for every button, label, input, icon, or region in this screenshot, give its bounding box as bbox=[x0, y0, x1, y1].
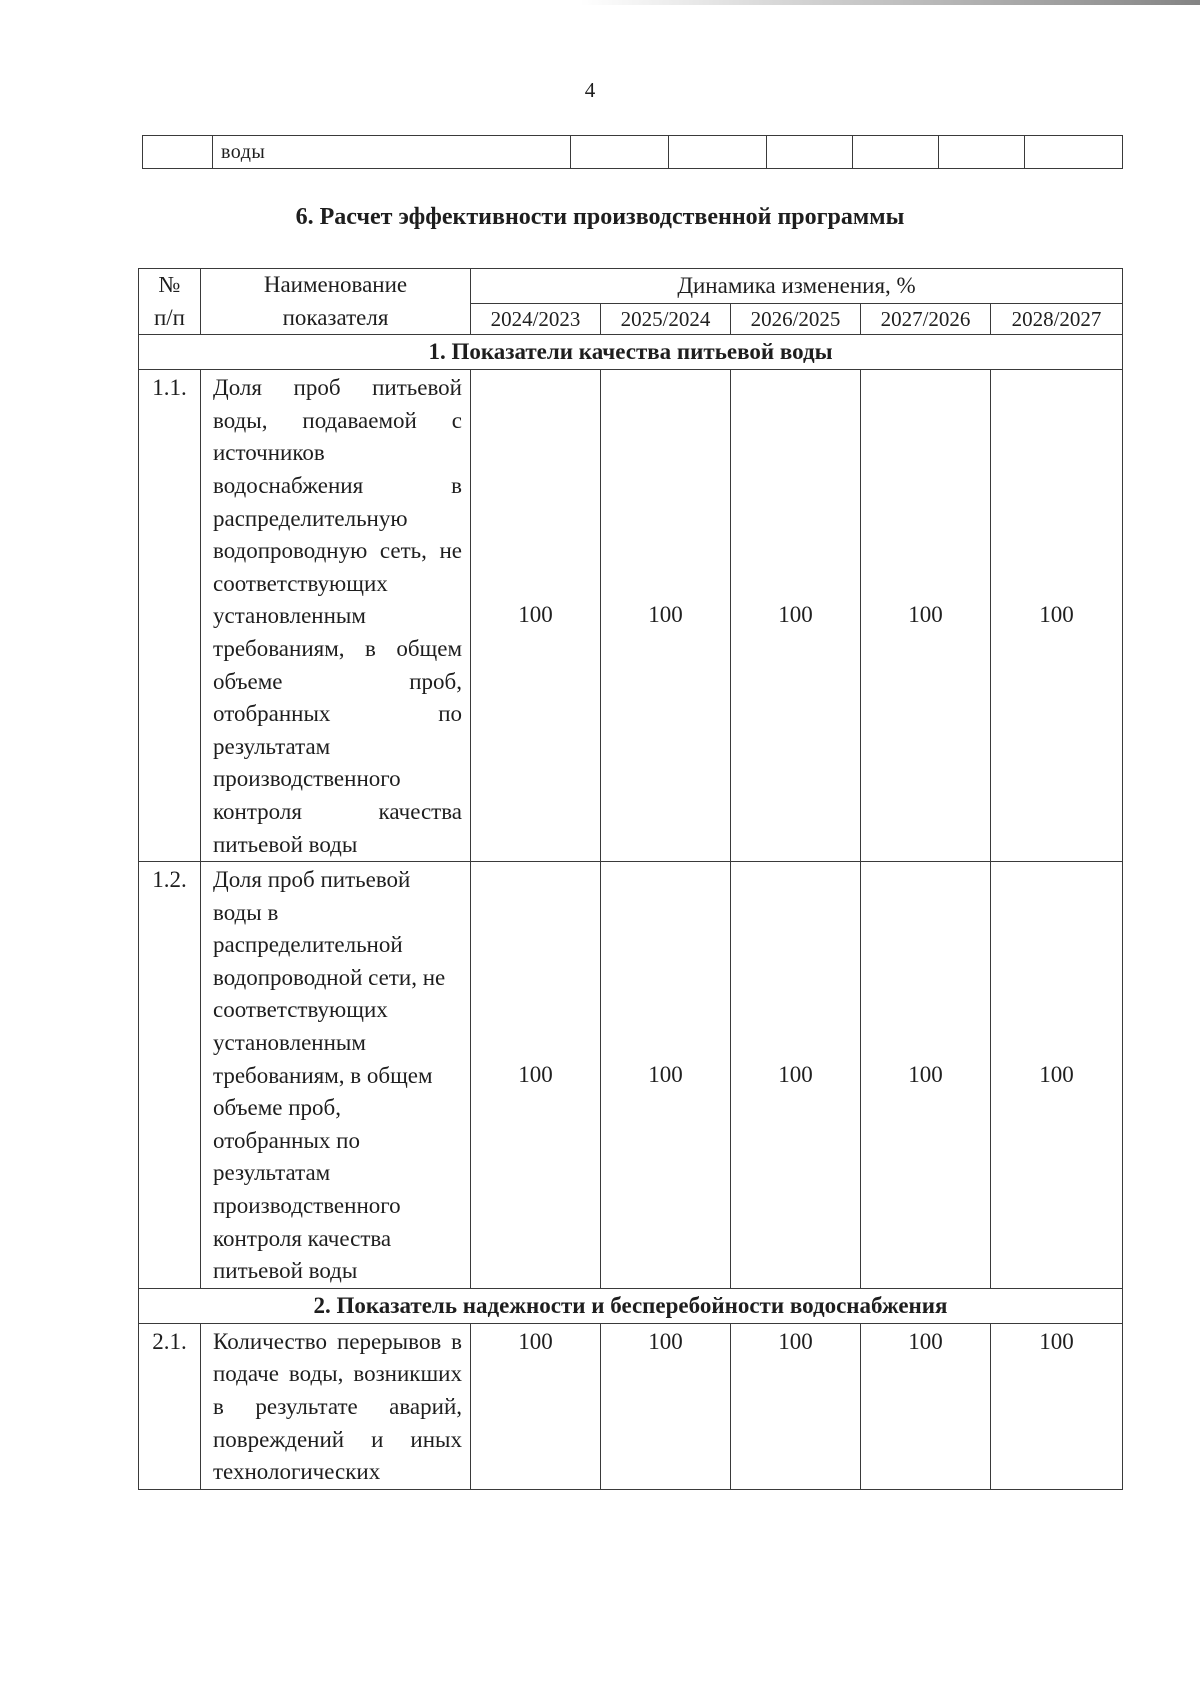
row-value: 100 bbox=[991, 862, 1123, 1289]
row-value: 100 bbox=[471, 370, 601, 862]
header-year: 2025/2024 bbox=[601, 304, 731, 335]
row-value: 100 bbox=[861, 1323, 991, 1489]
header-year: 2028/2027 bbox=[991, 304, 1123, 335]
header-name-top: Наименование bbox=[263, 272, 408, 297]
header-num-top: № bbox=[158, 272, 181, 297]
row-name: Доля проб питьевой воды, подаваемой с источников водоснабжения в распределительную водопроводную сеть, не соответствующих установленным требованиям, в общем объеме проб, отобранных по результатам производственного контроля качества питьевой воды bbox=[201, 370, 471, 862]
header-year: 2026/2025 bbox=[731, 304, 861, 335]
table-row bbox=[139, 370, 1123, 862]
previous-table-cell bbox=[767, 136, 853, 169]
row-value: 100 bbox=[601, 1323, 731, 1489]
previous-table-cell bbox=[143, 136, 213, 169]
previous-table-cell bbox=[1025, 136, 1123, 169]
row-value: 100 bbox=[731, 370, 861, 862]
header-year: 2024/2023 bbox=[471, 304, 601, 335]
row-value: 100 bbox=[861, 370, 991, 862]
group-title: 2. Показатель надежности и бесперебойности водоснабжения bbox=[139, 1288, 1123, 1323]
scan-edge-shadow bbox=[580, 0, 1200, 5]
row-value: 100 bbox=[471, 862, 601, 1289]
group-row bbox=[139, 1288, 1123, 1323]
previous-table-cell bbox=[853, 136, 939, 169]
header-num bbox=[139, 269, 201, 335]
row-value: 100 bbox=[731, 1323, 861, 1489]
previous-table-cell bbox=[571, 136, 669, 169]
group-title: 1. Показатели качества питьевой воды bbox=[139, 335, 1123, 370]
row-value: 100 bbox=[601, 370, 731, 862]
header-name-bottom: показателя bbox=[282, 304, 389, 330]
group-row bbox=[139, 335, 1123, 370]
previous-table-fragment bbox=[142, 135, 1123, 169]
header-num-bottom: п/п bbox=[153, 304, 185, 330]
row-value: 100 bbox=[471, 1323, 601, 1489]
efficiency-table bbox=[138, 268, 1123, 1490]
row-name: Количество перерывов в подаче воды, возникших в результате аварий, повреждений и иных технологических bbox=[201, 1323, 471, 1489]
row-number: 1.2. bbox=[139, 862, 201, 1289]
row-number: 1.1. bbox=[139, 370, 201, 862]
row-number: 2.1. bbox=[139, 1323, 201, 1489]
table-row bbox=[139, 862, 1123, 1289]
row-value: 100 bbox=[731, 862, 861, 1289]
row-value: 100 bbox=[991, 1323, 1123, 1489]
row-value: 100 bbox=[601, 862, 731, 1289]
previous-table-cell bbox=[939, 136, 1025, 169]
previous-table-cell bbox=[669, 136, 767, 169]
page-number: 4 bbox=[584, 78, 596, 102]
header-year: 2027/2026 bbox=[861, 304, 991, 335]
previous-table-row-text: воды bbox=[213, 136, 571, 169]
section-title: 6. Расчет эффективности производственной программы bbox=[295, 204, 905, 230]
header-dynamics: Динамика изменения, % bbox=[471, 269, 1123, 304]
previous-table-row bbox=[143, 136, 1123, 169]
row-value: 100 bbox=[861, 862, 991, 1289]
row-name: Доля проб питьевой воды в распределительной водопроводной сети, не соответствующих установленным требованиям, в общем объеме проб, отобранных по результатам производственного контроля качества питьевой воды bbox=[201, 862, 471, 1289]
table-header-row bbox=[139, 269, 1123, 304]
table-row bbox=[139, 1323, 1123, 1489]
header-name bbox=[201, 269, 471, 335]
row-value: 100 bbox=[991, 370, 1123, 862]
